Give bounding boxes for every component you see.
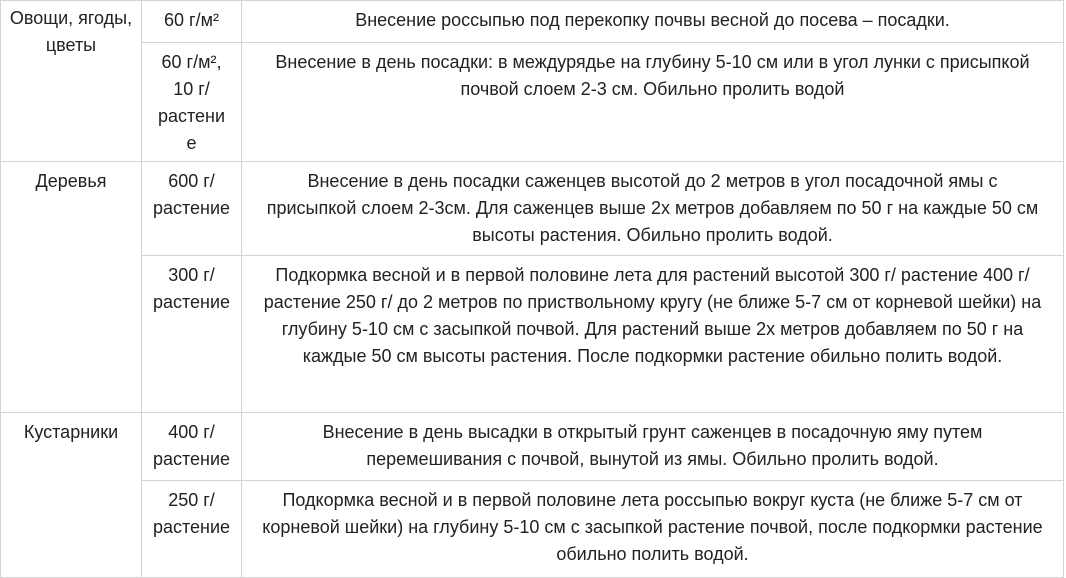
description-text: Внесение в день посадки: в междурядье на глубину 5-10 см или в угол лунки с присыпкой почвой слоем 2-3 см. Обильно пролить водой (275, 52, 1030, 99)
crop-group-cell (1, 162, 142, 413)
dose-cell (142, 43, 242, 162)
table-row (1, 43, 1064, 162)
description-cell (242, 413, 1064, 481)
dose-cell (142, 162, 242, 256)
description-cell (242, 256, 1064, 413)
dose-value: 400 г/ растение (152, 422, 231, 469)
table-row (1, 481, 1064, 578)
dose-cell (142, 481, 242, 578)
crop-group-name: Овощи, ягоды, цветы (9, 8, 133, 55)
table-row (1, 256, 1064, 413)
description-cell (242, 43, 1064, 162)
dose-value: 60 г/м², 10 г/ растение (157, 52, 226, 153)
table-row (1, 413, 1064, 481)
crop-group-name: Кустарники (23, 422, 119, 442)
dose-value: 60 г/м² (164, 10, 219, 30)
dose-cell (142, 413, 242, 481)
dose-value: 250 г/ растение (152, 490, 231, 537)
description-text: Подкормка весной и в первой половине лета для растений высотой 300 г/ растение 400 г/ растение 250 г/ до 2 метров по приствольному кругу (не ближе 5-7 см от корневой шейки) на глубину 5-10 см с засыпкой почвой. Для растений выше 2х метров добавляем по 50 г на каждые 50 см высоты растения. После подкормки растение обильно полить водой. (263, 265, 1042, 366)
table-row (1, 162, 1064, 256)
dose-cell (142, 1, 242, 43)
dose-value: 300 г/ растение (152, 265, 231, 312)
description-cell (242, 481, 1064, 578)
description-cell (242, 1, 1064, 43)
description-text: Внесение в день высадки в открытый грунт саженцев в посадочную яму путем перемешивания с почвой, вынутой из ямы. Обильно пролить водой. (322, 422, 983, 469)
crop-group-cell (1, 1, 142, 162)
description-text: Подкормка весной и в первой половине лета россыпью вокруг куста (не ближе 5-7 см от корневой шейки) на глубину 5-10 см с засыпкой растение почвой, после подкормки растение обильно полить водой. (262, 490, 1043, 564)
table-row (1, 1, 1064, 43)
dose-cell (142, 256, 242, 413)
crop-group-cell (1, 413, 142, 578)
description-text: Внесение в день посадки саженцев высотой до 2 метров в угол посадочной ямы с присыпкой слоем 2-3см. Для саженцев выше 2х метров добавляем по 50 г на каждые 50 см высоты растения. Обильно пролить водой. (266, 171, 1039, 245)
description-text: Внесение россыпью под перекопку почвы весной до посева – посадки. (355, 10, 950, 30)
crop-group-name: Деревья (35, 171, 107, 191)
dose-value: 600 г/ растение (152, 171, 231, 218)
description-cell (242, 162, 1064, 256)
